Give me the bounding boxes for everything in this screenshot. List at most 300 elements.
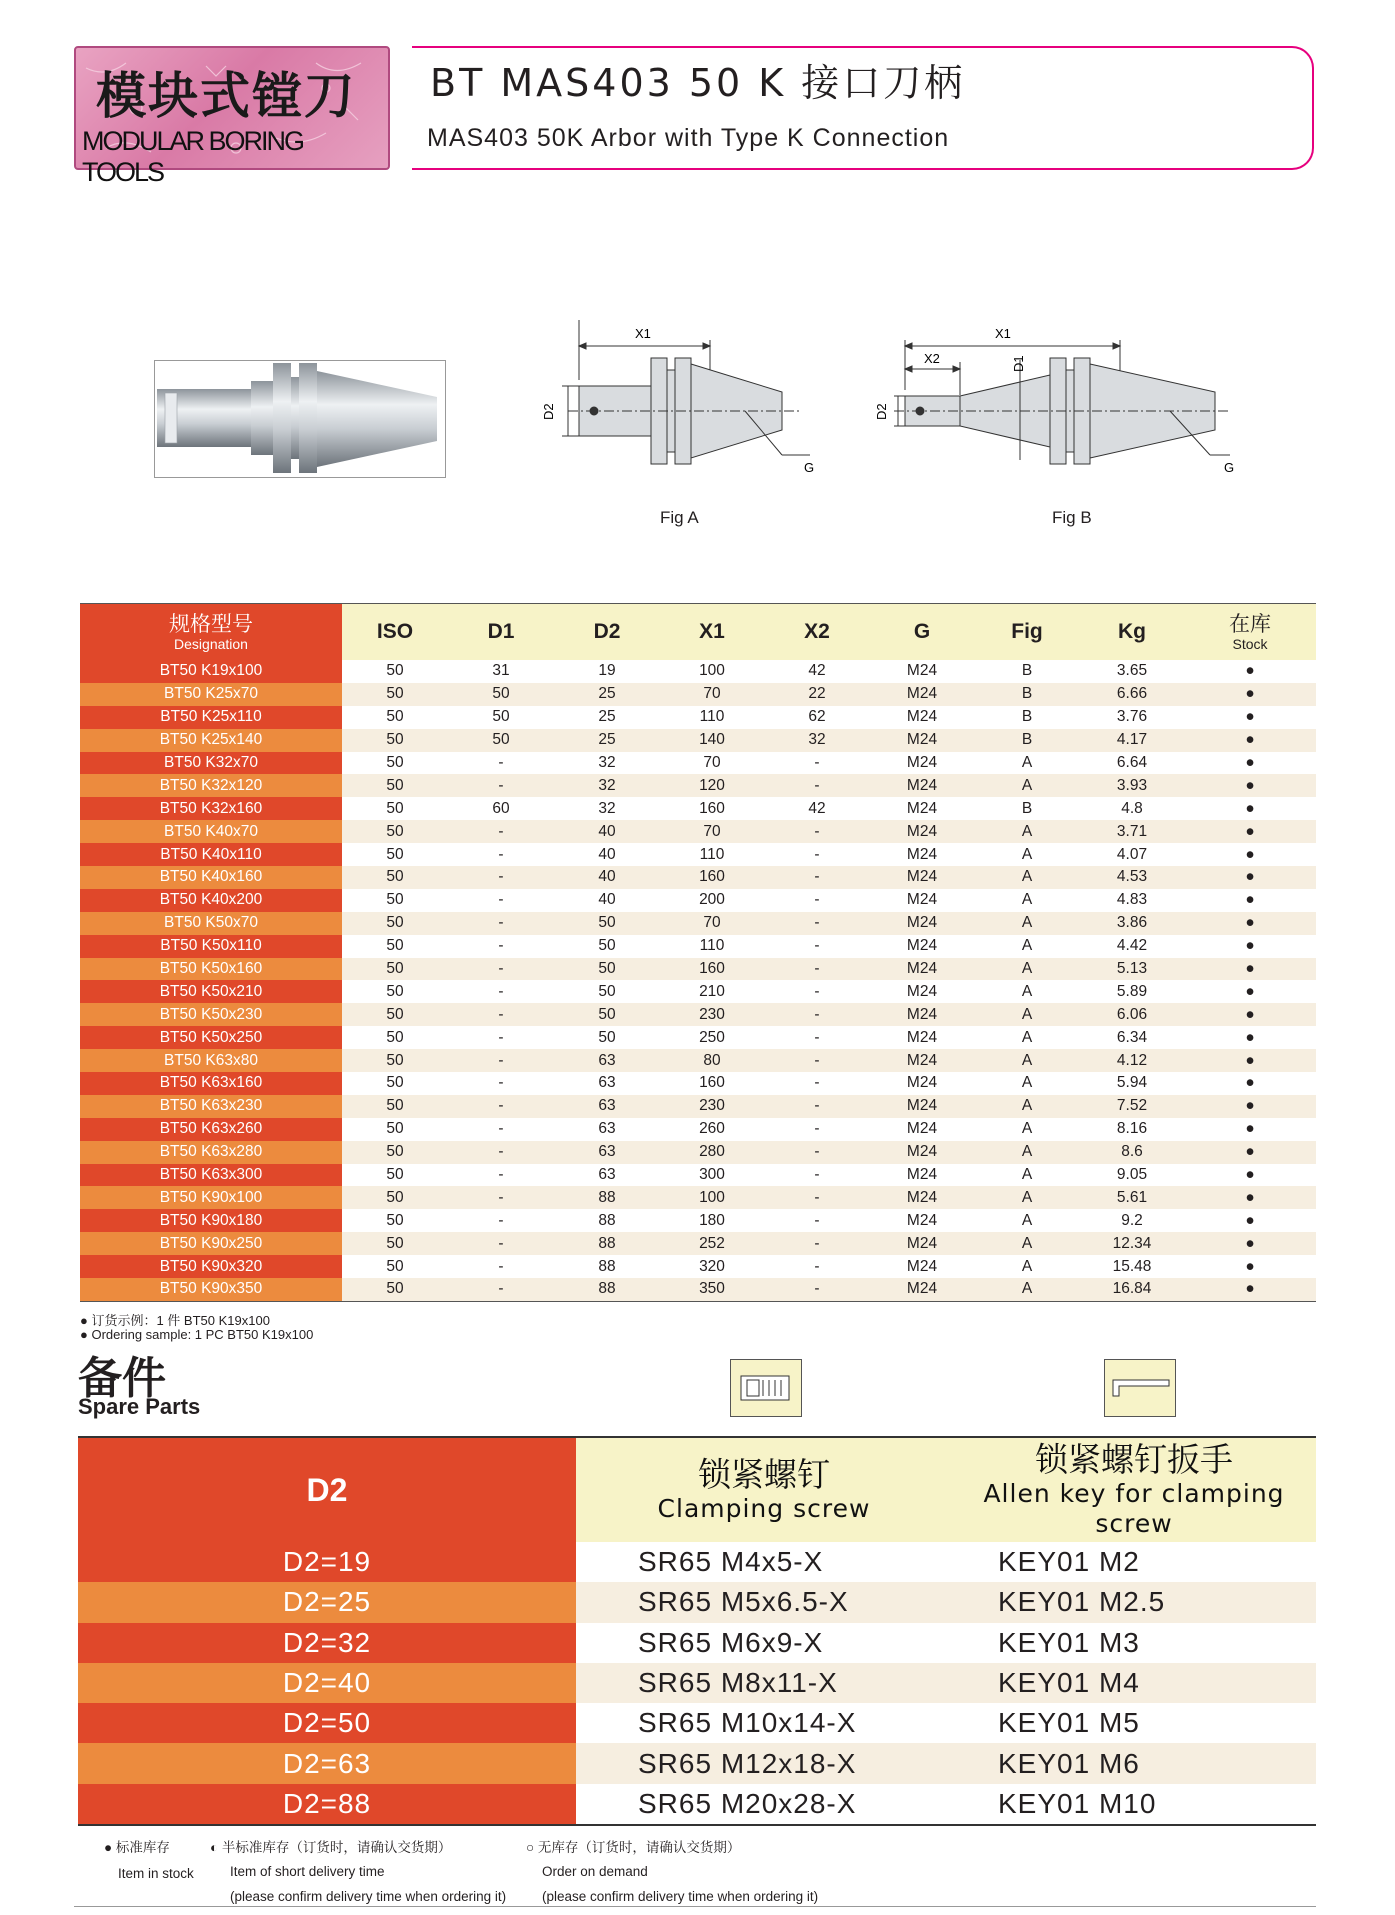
spare-row xyxy=(78,1582,1316,1622)
legend-none-en: Order on demand xyxy=(542,1864,648,1879)
stock-dot-icon: ● xyxy=(1245,799,1255,817)
stock-cell xyxy=(1184,1095,1316,1118)
clamping-screw-thumbnail xyxy=(730,1359,802,1417)
d2-cell: 40 xyxy=(554,820,660,843)
designation-cell: BT50 K40x110 xyxy=(80,843,342,866)
footer-divider xyxy=(74,1906,1316,1907)
spare-row xyxy=(78,1663,1316,1703)
kg-cell: 4.8 xyxy=(1080,797,1184,820)
x1-cell: 250 xyxy=(660,1026,764,1049)
d2-cell: 50 xyxy=(554,1026,660,1049)
spare-d2-cell: D2=63 xyxy=(78,1743,576,1783)
d1-cell: - xyxy=(448,843,554,866)
d2-cell: 50 xyxy=(554,935,660,958)
fig-cell: A xyxy=(974,1095,1080,1118)
d2-cell: 50 xyxy=(554,912,660,935)
logo-chinese-text: 模块式镗刀 xyxy=(96,67,356,125)
g-cell: M24 xyxy=(870,1072,974,1095)
d1-cell: 50 xyxy=(448,706,554,729)
stock-dot-icon: ● xyxy=(1245,1280,1255,1298)
stock-cell xyxy=(1184,958,1316,981)
legend-half-note: (please confirm delivery time when ordering it) xyxy=(230,1889,507,1904)
table-row xyxy=(80,1095,1316,1118)
stock-dot-icon: ● xyxy=(1245,960,1255,978)
g-cell: M24 xyxy=(870,1118,974,1141)
d2-header: D2 xyxy=(554,604,660,661)
d1-cell: 50 xyxy=(448,729,554,752)
g-cell: M24 xyxy=(870,1278,974,1301)
iso-header: ISO xyxy=(342,604,448,661)
fig-cell: B xyxy=(974,729,1080,752)
stock-dot-icon: ● xyxy=(1245,1120,1255,1138)
d2-cell: 63 xyxy=(554,1049,660,1072)
spare-d2-cell: D2=25 xyxy=(78,1582,576,1622)
fig-cell: A xyxy=(974,1186,1080,1209)
kg-cell: 5.89 xyxy=(1080,980,1184,1003)
fig-cell: A xyxy=(974,1049,1080,1072)
stock-dot-icon: ● xyxy=(1245,776,1255,794)
stock-dot-icon: ● xyxy=(1245,1028,1255,1046)
stock-cell xyxy=(1184,1072,1316,1095)
kg-cell: 5.13 xyxy=(1080,958,1184,981)
g-cell: M24 xyxy=(870,774,974,797)
stock-cell xyxy=(1184,820,1316,843)
stock-dot-icon: ● xyxy=(1245,822,1255,840)
designation-cell: BT50 K50x160 xyxy=(80,958,342,981)
designation-cell: BT50 K50x230 xyxy=(80,1003,342,1026)
g-cell: M24 xyxy=(870,1003,974,1026)
stock-dot-icon: ● xyxy=(1245,662,1255,680)
spare-d2-cell: D2=50 xyxy=(78,1703,576,1743)
table-row xyxy=(80,752,1316,775)
g-cell: M24 xyxy=(870,912,974,935)
d1-cell: - xyxy=(448,912,554,935)
kg-cell: 4.17 xyxy=(1080,729,1184,752)
kg-cell: 4.07 xyxy=(1080,843,1184,866)
fig-cell: A xyxy=(974,980,1080,1003)
d2-cell: 19 xyxy=(554,660,660,683)
fig-cell: A xyxy=(974,820,1080,843)
spare-d2-cell: D2=40 xyxy=(78,1663,576,1703)
table-row xyxy=(80,980,1316,1003)
kg-cell: 9.2 xyxy=(1080,1209,1184,1232)
table-row xyxy=(80,1049,1316,1072)
fig-a-drawing xyxy=(520,320,850,530)
kg-cell: 5.94 xyxy=(1080,1072,1184,1095)
stock-dot-icon: ● xyxy=(1245,845,1255,863)
stock-cell xyxy=(1184,866,1316,889)
spare-screw-cell: SR65 M20x28-X xyxy=(576,1784,952,1825)
iso-cell: 50 xyxy=(342,935,448,958)
d2-cell: 50 xyxy=(554,958,660,981)
x2-header: X2 xyxy=(764,604,870,661)
iso-cell: 50 xyxy=(342,866,448,889)
stock-cell xyxy=(1184,1278,1316,1301)
stock-cell xyxy=(1184,1164,1316,1187)
x1-cell: 160 xyxy=(660,797,764,820)
x1-cell: 110 xyxy=(660,843,764,866)
spare-screw-cell: SR65 M4x5-X xyxy=(576,1542,952,1582)
iso-cell: 50 xyxy=(342,1095,448,1118)
stock-cell xyxy=(1184,1186,1316,1209)
half-circle-icon: ◐ xyxy=(210,1840,219,1855)
d2-cell: 50 xyxy=(554,980,660,1003)
fig-cell: A xyxy=(974,912,1080,935)
spare-key-cell: KEY01 M3 xyxy=(952,1623,1316,1663)
stock-dot-icon: ● xyxy=(1245,1257,1255,1275)
spare-key-cell: KEY01 M2 xyxy=(952,1542,1316,1582)
designation-cell: BT50 K63x300 xyxy=(80,1164,342,1187)
d1-cell: - xyxy=(448,1209,554,1232)
iso-cell: 50 xyxy=(342,729,448,752)
x1-cell: 100 xyxy=(660,1186,764,1209)
kg-cell: 4.53 xyxy=(1080,866,1184,889)
stock-dot-icon: ● xyxy=(1245,1074,1255,1092)
designation-cell: BT50 K90x320 xyxy=(80,1255,342,1278)
table-row xyxy=(80,1232,1316,1255)
x1-cell: 160 xyxy=(660,1072,764,1095)
g-cell: M24 xyxy=(870,820,974,843)
x2-cell: 42 xyxy=(764,797,870,820)
d1-header: D1 xyxy=(448,604,554,661)
d2-cell: 63 xyxy=(554,1095,660,1118)
x2-cell: - xyxy=(764,980,870,1003)
stock-cell xyxy=(1184,1118,1316,1141)
stock-dot-icon: ● xyxy=(1245,914,1255,932)
fig-cell: A xyxy=(974,1072,1080,1095)
x1-cell: 70 xyxy=(660,820,764,843)
x2-cell: - xyxy=(764,1164,870,1187)
designation-cell: BT50 K19x100 xyxy=(80,660,342,683)
table-row xyxy=(80,1209,1316,1232)
spare-d2-cell: D2=19 xyxy=(78,1542,576,1582)
d1-cell: - xyxy=(448,1118,554,1141)
allen-key-thumbnail xyxy=(1104,1359,1176,1417)
stock-cell xyxy=(1184,660,1316,683)
g-cell: M24 xyxy=(870,752,974,775)
iso-cell: 50 xyxy=(342,660,448,683)
spare-row xyxy=(78,1784,1316,1825)
fig-cell: A xyxy=(974,1026,1080,1049)
designation-cell: BT50 K50x250 xyxy=(80,1026,342,1049)
x2-cell: - xyxy=(764,774,870,797)
x1-cell: 252 xyxy=(660,1232,764,1255)
x1-cell: 140 xyxy=(660,729,764,752)
x2-cell: - xyxy=(764,935,870,958)
fig-cell: A xyxy=(974,866,1080,889)
stock-cell xyxy=(1184,912,1316,935)
stock-cell xyxy=(1184,1209,1316,1232)
x2-cell: - xyxy=(764,889,870,912)
x2-cell: - xyxy=(764,1118,870,1141)
x1-cell: 210 xyxy=(660,980,764,1003)
x2-cell: - xyxy=(764,1095,870,1118)
table-row xyxy=(80,1164,1316,1187)
d1-cell: - xyxy=(448,1164,554,1187)
iso-cell: 50 xyxy=(342,752,448,775)
g-cell: M24 xyxy=(870,843,974,866)
iso-cell: 50 xyxy=(342,1049,448,1072)
iso-cell: 50 xyxy=(342,1186,448,1209)
g-cell: M24 xyxy=(870,1141,974,1164)
table-row xyxy=(80,1186,1316,1209)
table-row xyxy=(80,912,1316,935)
clamping-screw-icon xyxy=(731,1360,801,1416)
iso-cell: 50 xyxy=(342,889,448,912)
designation-cell: BT50 K50x70 xyxy=(80,912,342,935)
d1-cell: - xyxy=(448,958,554,981)
d1-cell: - xyxy=(448,1095,554,1118)
fig-cell: A xyxy=(974,752,1080,775)
x1-cell: 230 xyxy=(660,1003,764,1026)
legend-half-en: Item of short delivery time xyxy=(230,1864,385,1879)
kg-cell: 4.83 xyxy=(1080,889,1184,912)
fig-cell: A xyxy=(974,1255,1080,1278)
table-row xyxy=(80,820,1316,843)
designation-cell: BT50 K32x70 xyxy=(80,752,342,775)
fig-cell: A xyxy=(974,1278,1080,1301)
g-header: G xyxy=(870,604,974,661)
d2-cell: 25 xyxy=(554,683,660,706)
table-row xyxy=(80,660,1316,683)
d2-cell: 88 xyxy=(554,1278,660,1301)
spare-key-cell: KEY01 M6 xyxy=(952,1743,1316,1783)
fig-b-g-label: G xyxy=(1224,460,1235,475)
stock-dot-icon: ● xyxy=(1245,685,1255,703)
g-cell: M24 xyxy=(870,1232,974,1255)
brand-logo xyxy=(74,46,390,187)
spare-screw-cell: SR65 M8x11-X xyxy=(576,1663,952,1703)
fig-b-d1-label: D1 xyxy=(1011,355,1026,372)
d1-cell: - xyxy=(448,1255,554,1278)
x2-cell: - xyxy=(764,1072,870,1095)
d1-cell: - xyxy=(448,1232,554,1255)
designation-cell: BT50 K90x100 xyxy=(80,1186,342,1209)
spare-screw-cell: SR65 M10x14-X xyxy=(576,1703,952,1743)
kg-cell: 12.34 xyxy=(1080,1232,1184,1255)
table-row xyxy=(80,1141,1316,1164)
designation-cell: BT50 K90x180 xyxy=(80,1209,342,1232)
spare-d2-header: D2 xyxy=(78,1437,576,1542)
fig-cell: A xyxy=(974,1118,1080,1141)
g-cell: M24 xyxy=(870,1049,974,1072)
legend-none-cn: ○ 无库存（订货时，请确认交货期） xyxy=(526,1840,741,1855)
x1-cell: 200 xyxy=(660,889,764,912)
kg-cell: 3.93 xyxy=(1080,774,1184,797)
x1-cell: 110 xyxy=(660,706,764,729)
iso-cell: 50 xyxy=(342,1278,448,1301)
fig-b-d2-label: D2 xyxy=(874,403,889,420)
stock-dot-icon: ● xyxy=(1245,891,1255,909)
d2-cell: 63 xyxy=(554,1164,660,1187)
kg-cell: 4.42 xyxy=(1080,935,1184,958)
table-row xyxy=(80,706,1316,729)
x1-header: X1 xyxy=(660,604,764,661)
spare-row xyxy=(78,1623,1316,1663)
designation-cell: BT50 K63x230 xyxy=(80,1095,342,1118)
stock-dot-icon: ● xyxy=(1245,937,1255,955)
d1-cell: - xyxy=(448,820,554,843)
fig-b-caption: Fig B xyxy=(1052,508,1092,527)
kg-cell: 8.6 xyxy=(1080,1141,1184,1164)
kg-cell: 9.05 xyxy=(1080,1164,1184,1187)
g-cell: M24 xyxy=(870,660,974,683)
designation-cell: BT50 K40x200 xyxy=(80,889,342,912)
designation-cell: BT50 K32x160 xyxy=(80,797,342,820)
d1-cell: - xyxy=(448,752,554,775)
kg-cell: 15.48 xyxy=(1080,1255,1184,1278)
table-row xyxy=(80,935,1316,958)
spare-screw-cell: SR65 M5x6.5-X xyxy=(576,1582,952,1622)
iso-cell: 50 xyxy=(342,1209,448,1232)
d2-cell: 88 xyxy=(554,1186,660,1209)
iso-cell: 50 xyxy=(342,1072,448,1095)
g-cell: M24 xyxy=(870,729,974,752)
designation-cell: BT50 K63x260 xyxy=(80,1118,342,1141)
designation-cell: BT50 K90x350 xyxy=(80,1278,342,1301)
d1-cell: - xyxy=(448,1072,554,1095)
iso-cell: 50 xyxy=(342,1003,448,1026)
iso-cell: 50 xyxy=(342,843,448,866)
x1-cell: 300 xyxy=(660,1164,764,1187)
d1-cell: 50 xyxy=(448,683,554,706)
fig-cell: A xyxy=(974,843,1080,866)
designation-cell: BT50 K50x110 xyxy=(80,935,342,958)
x1-cell: 350 xyxy=(660,1278,764,1301)
table-row xyxy=(80,729,1316,752)
stock-cell xyxy=(1184,683,1316,706)
g-cell: M24 xyxy=(870,866,974,889)
x2-cell: 22 xyxy=(764,683,870,706)
table-row xyxy=(80,1118,1316,1141)
iso-cell: 50 xyxy=(342,797,448,820)
arbor-illustration-icon xyxy=(155,361,445,477)
spare-row xyxy=(78,1542,1316,1582)
spare-key-cell: KEY01 M4 xyxy=(952,1663,1316,1703)
x1-cell: 110 xyxy=(660,935,764,958)
fig-header: Fig xyxy=(974,604,1080,661)
stock-cell xyxy=(1184,752,1316,775)
stock-cell xyxy=(1184,1003,1316,1026)
allen-key-header: 锁紧螺钉扳手 Allen key for clamping screw xyxy=(952,1437,1316,1542)
x2-cell: - xyxy=(764,1209,870,1232)
d1-cell: - xyxy=(448,1049,554,1072)
d2-cell: 25 xyxy=(554,729,660,752)
designation-cell: BT50 K90x250 xyxy=(80,1232,342,1255)
stock-cell xyxy=(1184,1141,1316,1164)
table-row xyxy=(80,866,1316,889)
x1-cell: 180 xyxy=(660,1209,764,1232)
stock-cell xyxy=(1184,774,1316,797)
g-cell: M24 xyxy=(870,980,974,1003)
g-cell: M24 xyxy=(870,1095,974,1118)
stock-dot-icon: ● xyxy=(1245,868,1255,886)
x2-cell: - xyxy=(764,866,870,889)
iso-cell: 50 xyxy=(342,1232,448,1255)
g-cell: M24 xyxy=(870,797,974,820)
kg-cell: 3.86 xyxy=(1080,912,1184,935)
iso-cell: 50 xyxy=(342,1118,448,1141)
spare-parts-title-en: Spare Parts xyxy=(78,1394,201,1419)
stock-dot-icon: ● xyxy=(1245,708,1255,726)
spare-header-row xyxy=(78,1437,1316,1542)
table-row xyxy=(80,1026,1316,1049)
fig-cell: B xyxy=(974,797,1080,820)
designation-header: 规格型号 Designation xyxy=(80,604,342,661)
table-row xyxy=(80,1003,1316,1026)
table-row xyxy=(80,1072,1316,1095)
fig-a-d2-label: D2 xyxy=(541,403,556,420)
legend-standard-cn: ● 标准库存 xyxy=(104,1840,170,1855)
d2-cell: 63 xyxy=(554,1141,660,1164)
stock-cell xyxy=(1184,706,1316,729)
kg-cell: 8.16 xyxy=(1080,1118,1184,1141)
fig-a-caption: Fig A xyxy=(660,508,699,527)
iso-cell: 50 xyxy=(342,1255,448,1278)
d1-cell: - xyxy=(448,980,554,1003)
fig-cell: B xyxy=(974,683,1080,706)
x1-cell: 80 xyxy=(660,1049,764,1072)
stock-cell xyxy=(1184,889,1316,912)
fig-cell: B xyxy=(974,706,1080,729)
x1-cell: 100 xyxy=(660,660,764,683)
legend-half-cn: ◐ 半标准库存（订货时，请确认交货期） xyxy=(210,1840,452,1855)
stock-dot-icon: ● xyxy=(1245,1211,1255,1229)
table-row xyxy=(80,958,1316,981)
kg-cell: 5.61 xyxy=(1080,1186,1184,1209)
fig-cell: B xyxy=(974,660,1080,683)
x2-cell: 62 xyxy=(764,706,870,729)
x2-cell: - xyxy=(764,843,870,866)
kg-cell: 3.65 xyxy=(1080,660,1184,683)
stock-cell xyxy=(1184,797,1316,820)
spare-row xyxy=(78,1743,1316,1783)
x2-cell: - xyxy=(764,752,870,775)
x1-cell: 320 xyxy=(660,1255,764,1278)
fig-cell: A xyxy=(974,1141,1080,1164)
kg-cell: 6.06 xyxy=(1080,1003,1184,1026)
filled-circle-icon: ● xyxy=(104,1840,113,1855)
designation-cell: BT50 K40x70 xyxy=(80,820,342,843)
x2-cell: - xyxy=(764,820,870,843)
table-header-row xyxy=(80,604,1316,661)
table-row xyxy=(80,889,1316,912)
spare-key-cell: KEY01 M5 xyxy=(952,1703,1316,1743)
fig-cell: A xyxy=(974,774,1080,797)
stock-cell xyxy=(1184,1049,1316,1072)
iso-cell: 50 xyxy=(342,1026,448,1049)
iso-cell: 50 xyxy=(342,706,448,729)
iso-cell: 50 xyxy=(342,774,448,797)
designation-cell: BT50 K50x210 xyxy=(80,980,342,1003)
d1-cell: - xyxy=(448,774,554,797)
g-cell: M24 xyxy=(870,706,974,729)
g-cell: M24 xyxy=(870,1026,974,1049)
fig-b-drawing xyxy=(870,320,1240,530)
spare-d2-cell: D2=88 xyxy=(78,1784,576,1825)
stock-cell xyxy=(1184,1232,1316,1255)
spare-parts-title-cn: 备件 xyxy=(78,1353,166,1404)
stock-cell xyxy=(1184,935,1316,958)
d2-cell: 40 xyxy=(554,889,660,912)
designation-cell: BT50 K63x280 xyxy=(80,1141,342,1164)
x1-cell: 280 xyxy=(660,1141,764,1164)
x2-cell: - xyxy=(764,1278,870,1301)
d2-cell: 40 xyxy=(554,866,660,889)
g-cell: M24 xyxy=(870,889,974,912)
iso-cell: 50 xyxy=(342,1164,448,1187)
allen-key-icon xyxy=(1105,1360,1175,1416)
